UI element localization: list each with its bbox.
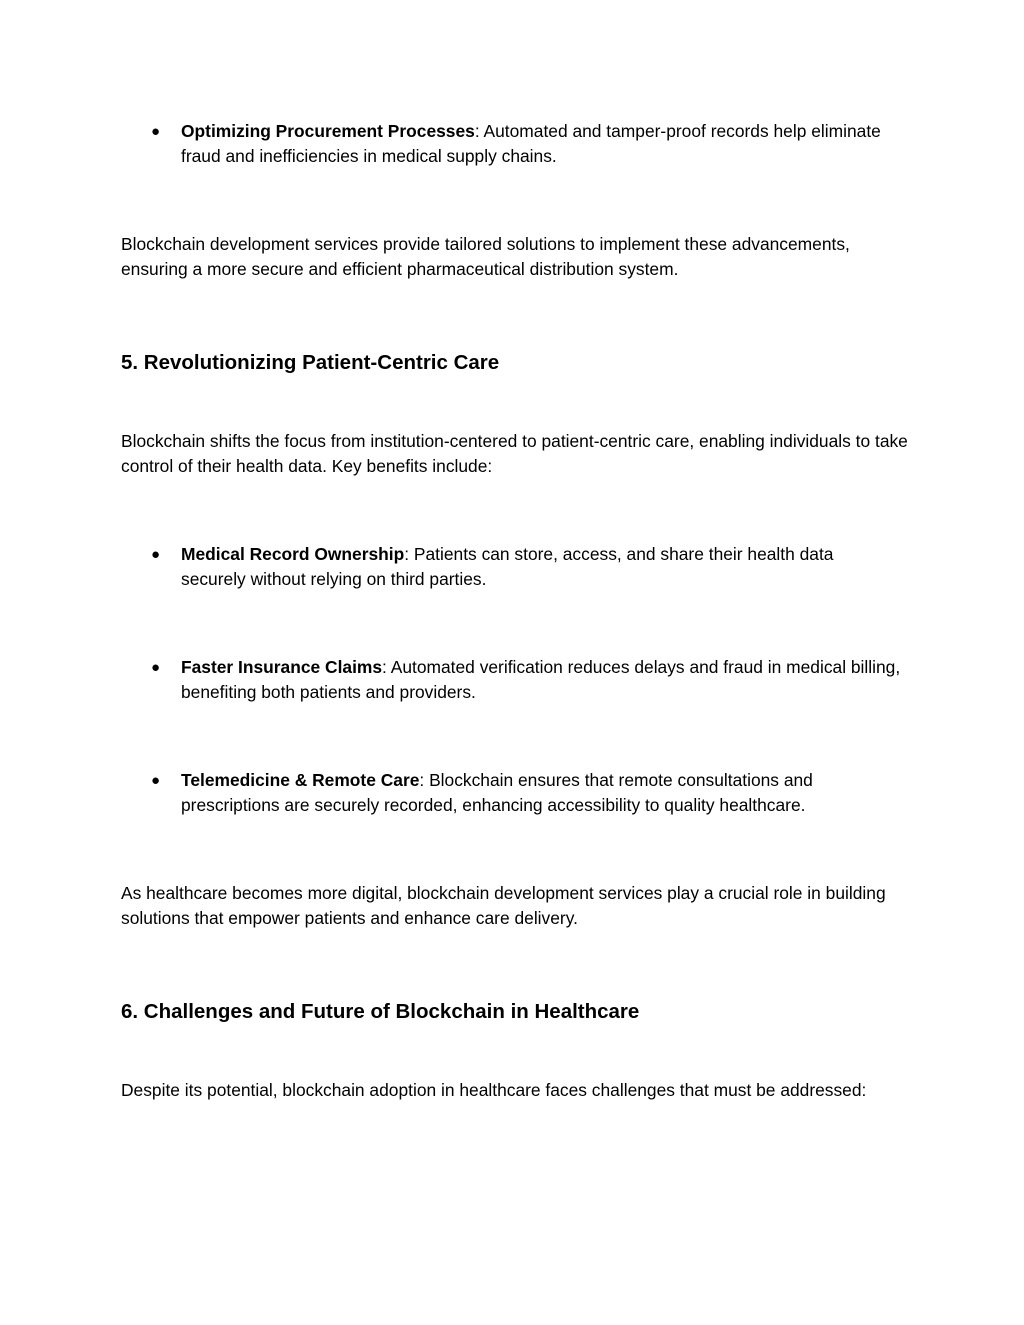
paragraph-patient-centric: Blockchain shifts the focus from institution-centered to patient-centric care, enabling individuals to take control of their health data. Key benefits include: [121,431,908,476]
bullet-lead: Faster Insurance Claims [181,657,383,677]
paragraph-digital-healthcare: As healthcare becomes more digital, blockchain development services play a crucial role in building solutions that empower patients and enhance care delivery. [121,883,886,928]
bullet-lead: Telemedicine & Remote Care [181,770,420,790]
bullet-dot: ● [151,546,161,563]
bullet-rest: : Automated and tamper-proof records help eliminate fraud and inefficiencies in medical supply chains. [181,121,881,166]
bullet-text [181,119,901,169]
bullet-dot: ● [151,123,161,140]
bullet-text [181,768,901,818]
bullet-lead: Optimizing Procurement Processes [181,121,475,141]
bullet-text [181,542,901,592]
bullet-lead: Medical Record Ownership [181,544,405,564]
bullet-rest: : Automated verification reduces delays and fraud in medical billing, benefiting both patients and providers. [181,657,901,702]
bullet-dot: ● [151,659,161,676]
bullet-rest: : Patients can store, access, and share their health data securely without relying on third parties. [181,544,834,589]
heading-section-6: 6. Challenges and Future of Blockchain in Healthcare [121,1000,640,1023]
heading-section-5: 5. Revolutionizing Patient-Centric Care [121,351,500,374]
paragraph-challenges: Despite its potential, blockchain adoption in healthcare faces challenges that must be addressed: [121,1080,867,1100]
bullet-dot: ● [151,772,161,789]
bullet-rest: : Blockchain ensures that remote consultations and prescriptions are securely recorded, enhancing accessibility to quality healthcare. [181,770,813,815]
bullet-text [181,655,901,705]
paragraph-distribution: Blockchain development services provide tailored solutions to implement these advancements, ensuring a more secure and efficient pharmaceutical distribution system. [121,234,850,279]
